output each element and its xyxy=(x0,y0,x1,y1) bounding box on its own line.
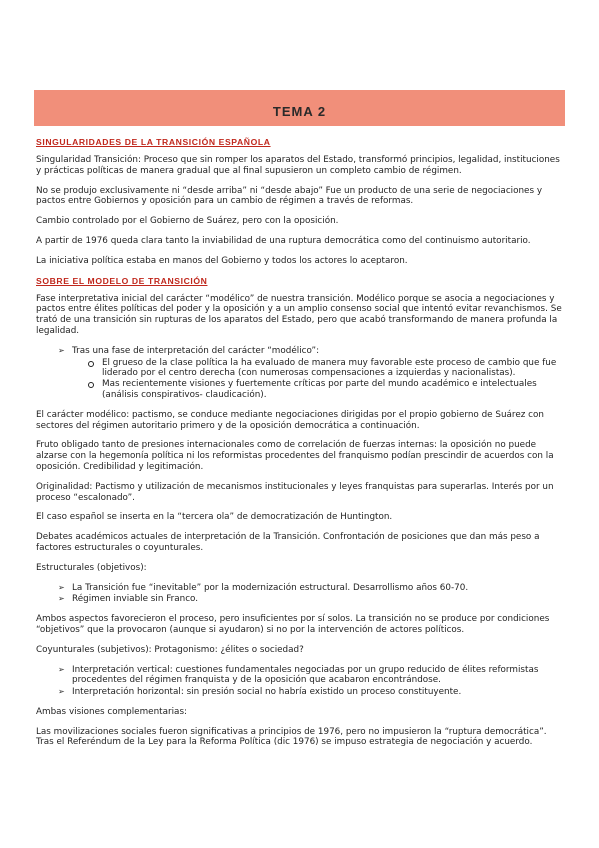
section-heading-modelo: SOBRE EL MODELO DE TRANSICIÓN xyxy=(36,275,208,286)
list-item-text: Tras una fase de interpretación del carácter “modélico”: xyxy=(72,345,320,356)
paragraph: El caso español se inserta en la “tercera ola” de democratización de Huntington. xyxy=(36,512,393,523)
sub-list-item: Mas recientemente visiones y fuertemente críticas por parte del mundo académico e intelectuales (análisis conspirativos- claudicación). xyxy=(88,379,564,401)
paragraph: Singularidad Transición: Proceso que sin romper los aparatos del Estado, transformó principios, legalidad, instituciones y prácticas políticas de manera gradual que al final supusieron un completo cambio de régimen. xyxy=(36,155,560,176)
paragraph: A partir de 1976 queda clara tanto la inviabilidad de una ruptura democrática como del continuismo autoritario. xyxy=(36,235,531,246)
list-item xyxy=(58,346,564,401)
paragraph: No se produjo exclusivamente ni “desde arriba” ni “desde abajo” Fue un producto de una serie de negociaciones y pactos entre Gobiernos y oposición para un cambio de régimen a través de reformas. xyxy=(36,185,543,207)
paragraph: Originalidad: Pactismo y utilización de mecanismos institucionales y leyes franquistas para superarlas. Interés por un proceso “escalonado”. xyxy=(36,481,554,503)
paragraph: La iniciativa política estaba en manos del Gobierno y todos los actores lo aceptaron. xyxy=(36,255,408,266)
section-heading-singularidades: SINGULARIDADES DE LA TRANSICIÓN ESPAÑOLA xyxy=(36,137,271,147)
paragraph: Cambio controlado por el Gobierno de Suárez, pero con la oposición. xyxy=(36,216,339,227)
paragraph: Fase interpretativa inicial del carácter “modélico” de nuestra transición. Modélico porque se asocia a negociaciones y pactos entre élites políticas del poder y la oposición y a un amplio consenso social que intentó evitar revanchismos. Se trató de una transición sin rupturas de los aparatos del Estado, pero que acabó transformando de manera profunda la legalidad. xyxy=(36,293,562,336)
title-banner xyxy=(34,90,565,126)
page-title: TEMA 2 xyxy=(272,103,327,119)
list-item: ➢ Régimen inviable sin Franco. xyxy=(58,594,564,605)
bullet-list-coyunturales xyxy=(36,665,564,698)
list-item: ➢ La Transición fue “inevitable” por la modernización estructural. Desarrollismo años 60-70. xyxy=(58,583,564,594)
paragraph: Ambos aspectos favorecieron el proceso, pero insuficientes por sí solos. La transición no se produce por condiciones “objetivos” que la provocaron (aunque si ayudaron) si no por la intervención de actores políticos. xyxy=(36,614,550,635)
paragraph: Ambas visiones complementarias: xyxy=(36,706,187,717)
sub-bullet-list xyxy=(72,358,564,401)
bullet-list-estructurales xyxy=(36,583,564,606)
paragraph: Las movilizaciones sociales fueron significativas a principios de 1976, pero no impusieron la “ruptura democrática”. Tras el Referéndum de la Ley para la Reforma Política (dic 1976) se impuso estrategia de negociación y acuerdo. xyxy=(36,726,547,748)
document-body xyxy=(36,137,564,757)
paragraph: Fruto obligado tanto de presiones internacionales como de correlación de fuerzas internas: la oposición no puede alzarse con la hegemonía política ni los reformistas procedentes del franquismo podían prescindir de acuerdos con la oposición. Credibilidad y legitimación. xyxy=(36,440,554,472)
bullet-list xyxy=(36,346,564,401)
paragraph: Coyunturales (subjetivos): Protagonismo: ¿élites o sociedad? xyxy=(36,644,304,655)
list-item: ➢ Interpretación vertical: cuestiones fundamentales negociadas por un grupo reducido de élites reformistas procedentes del régimen franquista y de la oposición que acabaron encontrándose. xyxy=(58,665,564,687)
paragraph: El carácter modélico: pactismo, se conduce mediante negociaciones dirigidas por el propio gobierno de Suárez con sectores del régimen autoritario primero y de la oposición democrática a continuación. xyxy=(36,409,544,431)
paragraph: Debates académicos actuales de interpretación de la Transición. Confrontación de posiciones que dan más peso a factores estructurales o coyunturales. xyxy=(36,532,540,553)
paragraph: Estructurales (objetivos): xyxy=(36,562,147,573)
list-item: ➢ Interpretación horizontal: sin presión social no habría existido un proceso constituyente. xyxy=(58,687,564,698)
sub-list-item: El grueso de la clase política la ha evaluado de manera muy favorable este proceso de cambio que fue liderado por el centro derecha (con numerosas compensaciones a izquierdas y nacionalistas). xyxy=(88,358,564,380)
